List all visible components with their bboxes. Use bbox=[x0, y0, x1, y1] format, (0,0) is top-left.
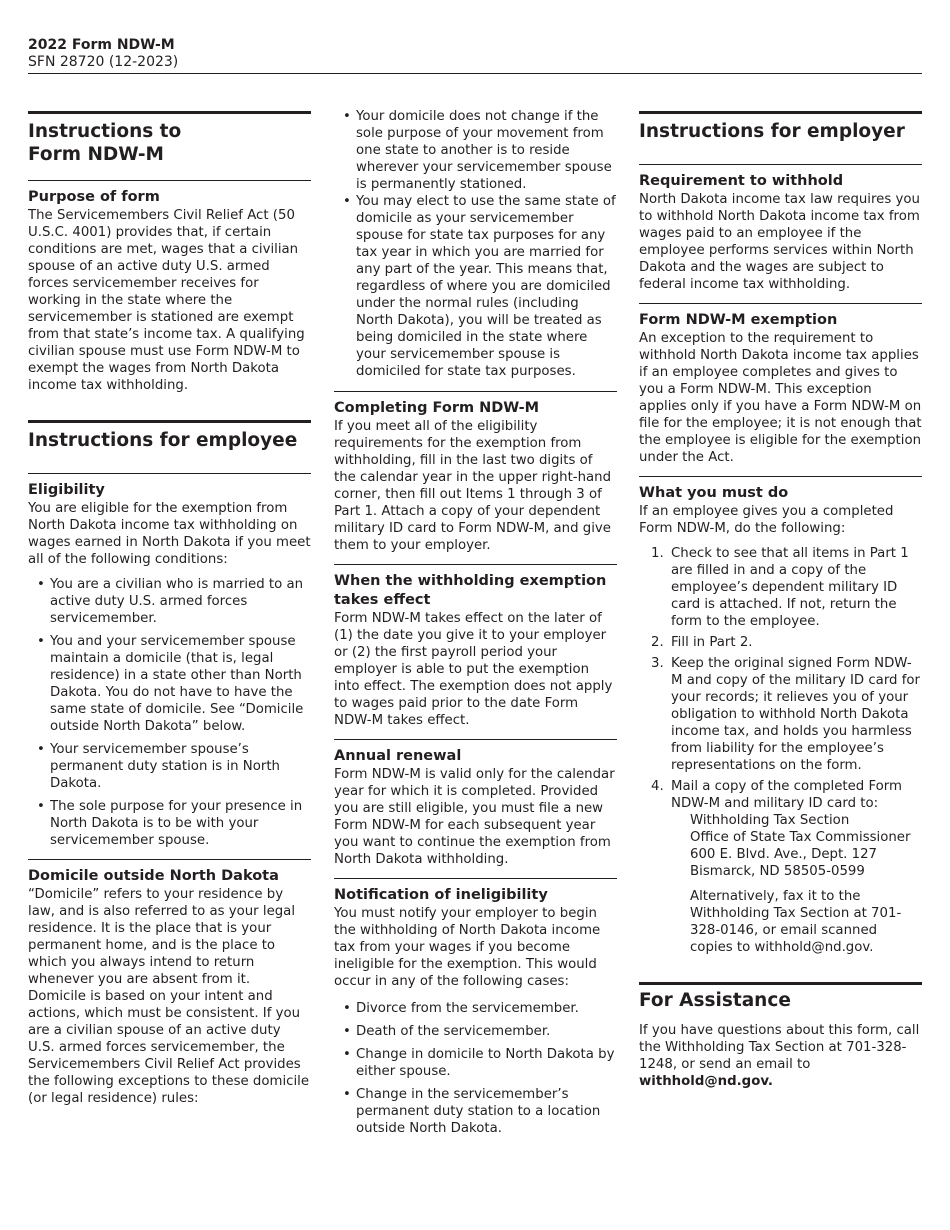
employee-title: Instructions for employee bbox=[28, 420, 311, 452]
requirement-text: North Dakota income tax law requires you to withhold North Dakota income tax from wages paid to an employee if the employee performs services within North Dakota and the wages are subject to federal income tax withholding. bbox=[639, 192, 920, 292]
list-item bbox=[651, 655, 922, 774]
list-item bbox=[651, 778, 922, 956]
address-line: Bismarck, ND 58505-0599 bbox=[690, 864, 865, 879]
effect-text: Form NDW-M takes effect on the later of (1) the date you give it to your employer or (2) the first payroll period your employer is able to put the exemption into effect. The exemption does not apply to wages paid prior to the date Form NDW-M takes effect. bbox=[334, 611, 613, 728]
step-text: Mail a copy of the completed Form NDW-M and military ID card to: bbox=[671, 779, 902, 811]
domicile-text: “Domicile” refers to your residence by law, and is also referred to as your legal residence. It is the place that is your permanent home, and is the place to which you always intend to return whenever you are absent from it. Domicile is based on your intent and actions, which must be consistent. If you are a civilian spouse of an active duty U.S. armed forces servicemember, the Servicemembers Civil Relief Act provides the following exceptions to these domicile (or legal residence) rules: bbox=[28, 887, 310, 1106]
purpose-heading: Purpose of form bbox=[28, 180, 311, 207]
form-title: 2022 Form NDW-M bbox=[28, 37, 175, 53]
eligibility-list bbox=[28, 576, 311, 849]
step-text: Check to see that all items in Part 1 are filled in and a copy of the employee’s dependent military ID card is attached. If not, return the form to the employee. bbox=[671, 546, 909, 629]
column-right bbox=[639, 111, 922, 1100]
mailing-address bbox=[690, 812, 922, 880]
fax-text: Alternatively, fax it to the Withholding Tax Section at 701-328-0146, or email scanned copies to withhold@nd.gov. bbox=[690, 889, 902, 955]
document-header bbox=[28, 37, 922, 74]
step-text: Keep the original signed Form NDW-M and copy of the military ID card for your records; it relieves you of your obligation to withhold North Dakota income tax, and holds you harmless from liability for the employee’s representations on the form. bbox=[671, 656, 921, 773]
domicile-heading: Domicile outside North Dakota bbox=[28, 859, 311, 886]
list-item: • Death of the servicemember. bbox=[356, 1023, 617, 1040]
steps-list bbox=[639, 545, 922, 956]
assistance-title: For Assistance bbox=[639, 982, 922, 1012]
instructions-title bbox=[28, 111, 311, 166]
completing-heading: Completing Form NDW-M bbox=[334, 391, 617, 418]
list-item: • Your servicemember spouse’s permanent duty station is in North Dakota. bbox=[50, 741, 311, 792]
must-do-text: If an employee gives you a completed Form NDW-M, do the following: bbox=[639, 504, 894, 536]
form-number: SFN 28720 (12-2023) bbox=[28, 54, 179, 70]
column-left bbox=[28, 111, 311, 1117]
list-item: • You may elect to use the same state of domicile as your servicemember spouse for state tax purposes for any tax year in which you are married for any part of the year. This means that, regardless of where you are domiciled under the normal rules (including North Dakota), you will be treated as being domiciled in the state where your servicemember spouse is domiciled for state tax purposes. bbox=[356, 193, 617, 380]
must-do-heading: What you must do bbox=[639, 476, 922, 503]
instructions-title-line1: Instructions to bbox=[28, 121, 182, 142]
column-middle bbox=[334, 108, 617, 1147]
ineligibility-heading: Notification of ineligibility bbox=[334, 878, 617, 905]
employer-title: Instructions for employer bbox=[639, 111, 922, 143]
purpose-text: The Servicemembers Civil Relief Act (50 U.S.C. 4001) provides that, if certain conditions are met, wages that a civilian spouse of an active duty U.S. armed forces servicemember receives for working in the state where the servicemember is stationed are exempt from that state’s income tax. A qualifying civilian spouse must use Form NDW-M to exempt the wages from North Dakota income tax withholding. bbox=[28, 208, 305, 393]
eligibility-heading: Eligibility bbox=[28, 473, 311, 500]
assistance-email: withhold@nd.gov. bbox=[639, 1074, 773, 1089]
list-item: • Divorce from the servicemember. bbox=[356, 1000, 617, 1017]
step-number: 4. bbox=[651, 779, 664, 794]
list-item: • Your domicile does not change if the sole purpose of your movement from one state to another is to reside wherever your servicemember spouse is permanently stationed. bbox=[356, 108, 617, 193]
completing-text: If you meet all of the eligibility requirements for the exemption from withholding, fill in the last two digits of the calendar year in the upper right-hand corner, then fill out Items 1 through 3 of Part 1. Attach a copy of your dependent military ID card to Form NDW-M, and give them to your employer. bbox=[334, 419, 612, 553]
eligibility-text: You are eligible for the exemption from North Dakota income tax withholding on wages earned in North Dakota if you meet all of the following conditions: bbox=[28, 501, 311, 567]
list-item: • Change in the servicemember’s permanent duty station to a location outside North Dakota. bbox=[356, 1086, 617, 1137]
exemption-heading: Form NDW-M exemption bbox=[639, 303, 922, 330]
ineligibility-list bbox=[334, 1000, 617, 1137]
ineligibility-text: You must notify your employer to begin the withholding of North Dakota income tax from your wages if you become ineligible for the exemption. This would occur in any of the following cases: bbox=[334, 906, 601, 989]
step-text: Fill in Part 2. bbox=[671, 635, 753, 650]
list-item: • The sole purpose for your presence in North Dakota is to be with your servicemember spouse. bbox=[50, 798, 311, 849]
domicile-exceptions-list bbox=[334, 108, 617, 380]
renewal-text: Form NDW-M is valid only for the calendar year for which it is completed. Provided you are still eligible, you must file a new Form NDW-M for each subsequent year you want to continue the exemption from North Dakota withholding. bbox=[334, 767, 615, 867]
assistance-text: If you have questions about this form, call the Withholding Tax Section at 701-328-1248, or send an email to bbox=[639, 1023, 920, 1072]
exemption-text: An exception to the requirement to withhold North Dakota income tax applies if an employee completes and gives to you a Form NDW-M. This exception applies only if you have a Form NDW-M on file for the employee; it is not enough that the employee is eligible for the exemption under the Act. bbox=[639, 331, 922, 465]
address-line: Office of State Tax Commissioner bbox=[690, 830, 911, 845]
instructions-title-line2: Form NDW-M bbox=[28, 144, 164, 165]
list-item: • You and your servicemember spouse maintain a domicile (that is, legal residence) in a state other than North Dakota. You do not have to have the same state of domicile. See “Domicile outside North Dakota” below. bbox=[50, 633, 311, 735]
requirement-heading: Requirement to withhold bbox=[639, 164, 922, 191]
assistance-paragraph bbox=[639, 1022, 922, 1090]
list-item bbox=[651, 634, 922, 651]
renewal-heading: Annual renewal bbox=[334, 739, 617, 766]
list-item bbox=[651, 545, 922, 630]
step-number: 2. bbox=[651, 635, 664, 650]
address-line: Withholding Tax Section bbox=[690, 813, 850, 828]
step-number: 1. bbox=[651, 546, 664, 561]
effect-heading: When the withholding exemption takes effect bbox=[334, 564, 617, 610]
list-item: • You are a civilian who is married to an active duty U.S. armed forces servicemember. bbox=[50, 576, 311, 627]
address-line: 600 E. Blvd. Ave., Dept. 127 bbox=[690, 847, 877, 862]
step-number: 3. bbox=[651, 656, 664, 671]
list-item: • Change in domicile to North Dakota by either spouse. bbox=[356, 1046, 617, 1080]
